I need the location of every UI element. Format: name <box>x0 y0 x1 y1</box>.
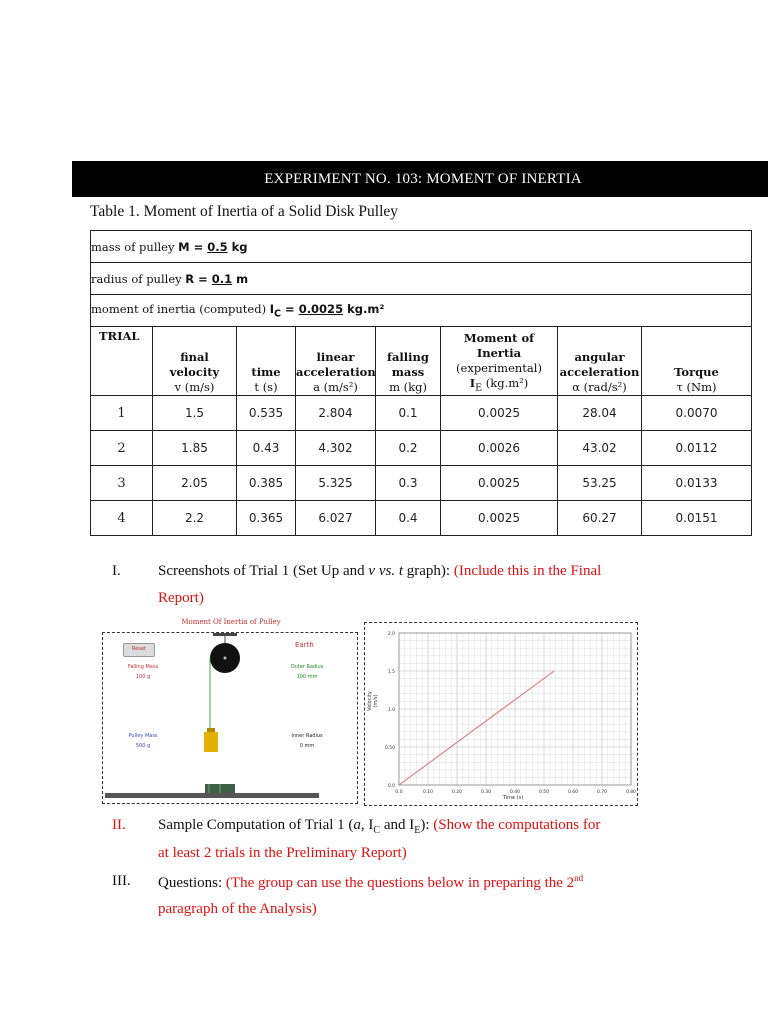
section-2-number: II. <box>112 817 126 833</box>
velocity-time-graph <box>364 622 638 806</box>
header-linear-acceleration: linear acceleration a (m/s²) <box>296 327 376 396</box>
falling-mass-label: Falling Mass <box>127 664 159 670</box>
radius-of-pulley-row: radius of pulley R = 0.1 m <box>91 263 752 295</box>
table-header-row <box>91 327 752 396</box>
section-2-heading: Sample Computation of Trial 1 (a, $I_C$ and $I_E$): (Show the computations for <box>158 817 601 836</box>
falling-mass-value: 100 g <box>135 674 151 680</box>
x-tick-label: 0.0 <box>395 790 403 795</box>
table-row: 1 1.5 0.535 2.804 0.1 0.0025 28.04 0.0070 <box>91 396 752 431</box>
y-tick-label: 2.0 <box>387 632 395 637</box>
experiment-banner: EXPERIMENT NO. 103: MOMENT OF INERTIA <box>72 161 768 197</box>
section-3-heading-cont: paragraph of the Analysis) <box>158 901 317 917</box>
y-tick-label: 0.50 <box>384 746 395 751</box>
section-2-heading-cont: at least 2 trials in the Preliminary Report) <box>158 845 407 861</box>
section-3-number: III. <box>112 873 131 889</box>
x-tick-label: 0.60 <box>567 790 579 795</box>
section-1-number: I. <box>112 563 121 579</box>
pulley-mass-label: Pulley Mass <box>128 733 158 739</box>
section-1-heading-cont: Report) <box>158 590 204 606</box>
simulation-screenshot <box>102 618 638 804</box>
x-tick-label: 0.30 <box>480 790 492 795</box>
inner-radius-label: Inner Radius <box>291 733 323 739</box>
header-trial: TRIAL <box>91 327 153 396</box>
reset-button[interactable]: Reset <box>123 643 155 657</box>
table-row: 3 2.05 0.385 5.325 0.3 0.0025 53.25 0.0133 <box>91 466 752 501</box>
header-moment-of-inertia: Moment of Inertia (experimental) $I_E$ (kg.m²) <box>441 327 558 396</box>
table-row: 4 2.2 0.365 6.027 0.4 0.0025 60.27 0.0151 <box>91 501 752 536</box>
moment-of-inertia-computed-row: moment of inertia (computed) $I_C = 0.0025$ kg.m² <box>91 295 752 327</box>
data-table <box>90 230 752 536</box>
header-velocity: final velocity v (m/s) <box>153 327 237 396</box>
inner-radius-value: 0 mm <box>299 743 315 749</box>
section-1-heading: Screenshots of Trial 1 (Set Up and v vs. t graph): (Include this in the Final <box>158 563 602 579</box>
x-tick-label: 0.40 <box>509 790 521 795</box>
planet-label: Earth <box>295 641 314 649</box>
x-axis-label: Time (s) <box>502 795 524 801</box>
outer-radius-value: 100 mm <box>296 674 318 680</box>
header-angular-acceleration: angular acceleration α (rad/s²) <box>558 327 642 396</box>
outer-radius-label: Outer Radius <box>290 664 324 670</box>
pulley-mass-value: 500 g <box>135 743 151 749</box>
x-tick-label: 0.20 <box>451 790 463 795</box>
header-falling-mass: falling mass m (kg) <box>376 327 441 396</box>
x-tick-label: 0.50 <box>538 790 550 795</box>
mass-of-pulley-row: mass of pulley M = 0.5 kg <box>91 231 752 263</box>
section-3-heading: Questions: (The group can use the questions below in preparing the 2nd <box>158 873 584 891</box>
x-tick-label: 0.80 <box>625 790 637 795</box>
y-tick-label: 0.0 <box>387 784 395 789</box>
y-tick-label: 1.5 <box>387 670 395 675</box>
sim-title: Moment Of Inertia of Pulley <box>181 618 281 626</box>
setup-panel <box>102 632 358 804</box>
pulley-apparatus <box>103 633 357 803</box>
x-tick-label: 0.70 <box>596 790 608 795</box>
y-axis-label: Velocity (m/s) <box>367 691 379 711</box>
header-torque: Torque τ (Nm) <box>642 327 752 396</box>
x-tick-label: 0.10 <box>422 790 434 795</box>
y-tick-label: 1.0 <box>387 708 395 713</box>
header-time: time t (s) <box>237 327 296 396</box>
table-row: 2 1.85 0.43 4.302 0.2 0.0026 43.02 0.0112 <box>91 431 752 466</box>
table-title: Table 1. Moment of Inertia of a Solid Disk Pulley <box>90 203 399 220</box>
velocity-chart-svg <box>365 623 637 805</box>
